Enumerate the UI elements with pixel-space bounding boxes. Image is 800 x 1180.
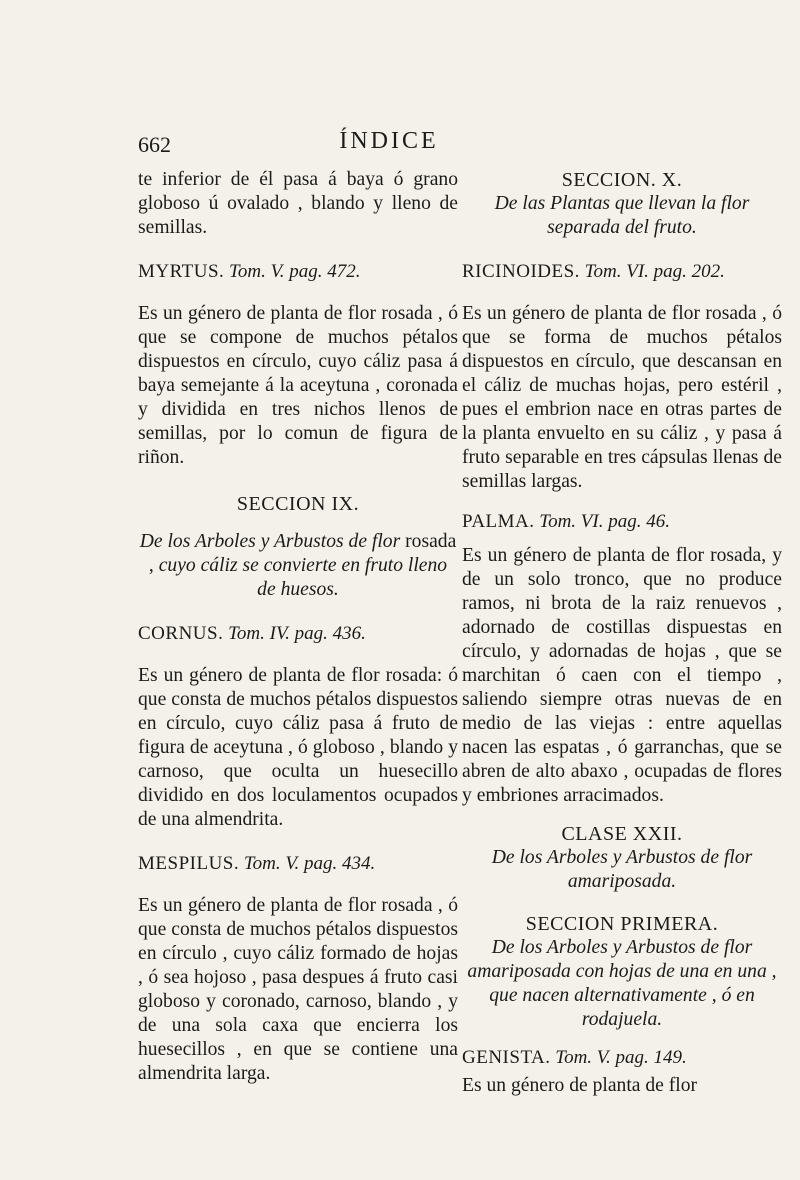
- genus-reference: Tom. V. pag. 472.: [229, 261, 361, 282]
- genus-name: MYRTUS.: [138, 261, 225, 282]
- genus-heading-ricinoides: [462, 260, 782, 284]
- genus-heading-cornus: [138, 622, 458, 646]
- genus-name: MESPILUS.: [138, 853, 240, 874]
- genus-description: Es un género de planta de flor rosada , ó que se forma de muchos pétalos dispuestos en círculo, que descansan en el cáliz de muchas hojas, pero estéril , pues el embrion nace en otras partes de la planta envuelto en su cáliz , y pasa á fruto separable en tres cápsulas llenas de semillas largas.: [462, 303, 782, 492]
- left-column: [138, 168, 458, 1100]
- continued-paragraph: te inferior de él pasa á baya ó grano globoso ú ovalado , blando y lleno de semillas.: [138, 169, 458, 238]
- genus-reference: Tom. V. pag. 149.: [555, 1047, 687, 1068]
- genus-description: Es un género de planta de flor rosada: ó que consta de muchos pétalos dispuestos en círculo, cuyo cáliz pasa á fruto de figura de aceytuna , ó globoso , blando y carnoso, que oculta un huesecillo dividido en dos loculamentos ocupados de una almendrita.: [138, 665, 458, 830]
- section-subtitle-line: De los Arboles y Arbustos de flor: [139, 531, 401, 552]
- section-subtitle: [138, 530, 458, 602]
- section-subtitle-plain: rosada ,: [148, 531, 457, 576]
- genus-reference: Tom. IV. pag. 436.: [228, 623, 366, 644]
- genus-heading-mespilus: [138, 852, 458, 876]
- genus-heading-myrtus: [138, 260, 458, 284]
- section-subtitle: De las Plantas que llevan la flor separada del fruto.: [494, 193, 750, 238]
- section-subtitle: De los Arboles y Arbustos de flor amariposada con hojas de una en una , que nacen alternativamente , ó en rodajuela.: [467, 937, 777, 1030]
- genus-heading-genista: [462, 1046, 782, 1070]
- section-title: SECCION IX.: [236, 493, 360, 515]
- section-subtitle-rest: cuyo cáliz se convierte en fruto lleno de huesos.: [158, 555, 448, 600]
- genus-name: RICINOIDES.: [462, 261, 580, 282]
- genus-description: Es un género de planta de flor rosada, y de un solo tronco, que no produce ramos, ni brota de la raiz renuevos , adornado de costillas dispuestas en círculo, y adornadas de hojas , que se marchitan ó caen con el tiempo , saliendo siempre otras nuevas de en medio de las viejas : entre aquellas nacen las espatas , ó garranchas, que se abren de alto abaxo , ocupadas de flores y embriones arracimados.: [462, 545, 782, 806]
- running-title: ÍNDICE: [339, 128, 439, 154]
- genus-reference: Tom. V. pag. 434.: [243, 853, 376, 874]
- page-header: [138, 128, 640, 168]
- genus-reference: Tom. VI. pag. 202.: [584, 261, 725, 282]
- section-title: SECCION. X.: [561, 169, 683, 191]
- class-subtitle: De los Arboles y Arbustos de flor amariposada.: [491, 847, 753, 892]
- genus-name: PALMA.: [462, 511, 535, 532]
- section-title: SECCION PRIMERA.: [525, 913, 719, 935]
- class-title: CLASE XXII.: [561, 823, 683, 845]
- page-number: 662: [138, 132, 171, 157]
- genus-reference: Tom. VI. pag. 46.: [539, 511, 670, 532]
- genus-description: Es un género de planta de flor rosada , ó que se compone de muchos pétalos dispuestos en círculo, cuyo cáliz pasa á baya semejante á la aceytuna , coronada y dividida en tres nichos llenos de semillas, por lo comun de figura de riñon.: [138, 303, 458, 468]
- genus-name: CORNUS.: [138, 623, 224, 644]
- genus-description: Es un género de planta de flor rosada , ó que consta de muchos pétalos dispuestos en círculo , cuyo cáliz formado de hojas , ó sea hojoso , pasa despues á fruto casi globoso y coronado, carnoso, blando , y de una sola caxa que encierra los huesecillos , en que se contiene una almendrita larga.: [138, 895, 458, 1084]
- genus-heading-palma: [462, 510, 782, 534]
- right-column: [462, 168, 782, 1112]
- genus-description: Es un género de planta de flor: [462, 1075, 698, 1096]
- genus-name: GENISTA.: [462, 1047, 551, 1068]
